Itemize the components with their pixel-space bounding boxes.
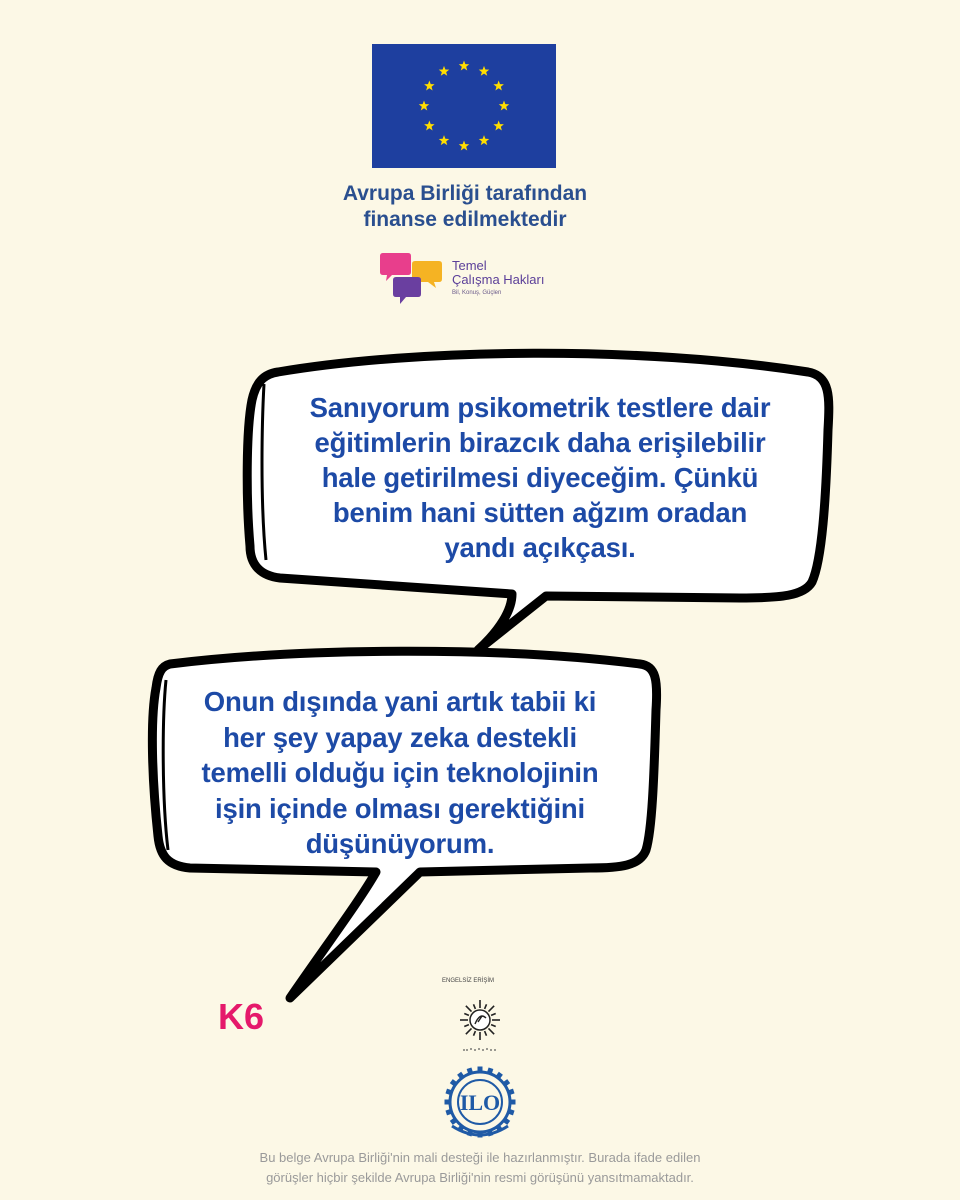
bubble1-line: eğitimlerin birazcık daha erişilebilir — [314, 427, 766, 458]
speech-bubble-1-text — [270, 390, 810, 565]
sun-ray-icon — [473, 1004, 475, 1009]
bubble2-line: her şey yapay zeka destekli — [223, 721, 577, 753]
disclaimer-line2: görüşler hiçbir şekilde Avrupa Birliği'nin resmi görüşünü yansıtmamaktadır. — [266, 1170, 694, 1185]
bubble2-line: düşünüyorum. — [305, 828, 495, 859]
sun-ray-icon — [488, 1006, 494, 1012]
ilo-logo-text: ILO — [459, 1090, 501, 1115]
bubble2-line: Onun dışında yani artık tabii ki — [203, 686, 597, 717]
sun-ray-icon — [491, 1013, 496, 1015]
speech-bubble-2-text — [160, 684, 640, 862]
disclaimer-line1: Bu belge Avrupa Birliği'nin mali desteği ile hazırlanmıştır. Burada ifade edilen — [259, 1150, 701, 1165]
sun-ray-icon — [473, 1031, 475, 1036]
bubble2-line: işin içinde olması gerektiğini — [215, 792, 585, 824]
speaker-label: K6 — [218, 996, 265, 1037]
bubble2-line: temelli olduğu için teknolojinin — [201, 757, 599, 788]
bubble1-line: yandı açıkçası. — [444, 532, 636, 563]
engelsiz-logo-text: ENGELSİZ ERİŞİM — [442, 978, 495, 984]
sun-ray-icon — [488, 1028, 494, 1034]
sun-ray-icon — [491, 1025, 496, 1027]
sun-ray-icon — [466, 1028, 472, 1034]
eu-funding-line1: Avrupa Birliği tarafından — [342, 182, 588, 205]
sun-ray-icon — [485, 1004, 487, 1009]
project-name-line1: Temel — [452, 258, 487, 273]
eu-funding-line2: finanse edilmektedir — [363, 208, 567, 231]
project-name-line2: Çalışma Hakları — [452, 272, 545, 287]
bubble1-line: hale getirilmesi diyeceğim. Çünkü — [321, 462, 759, 493]
ilo-logo — [432, 1064, 528, 1144]
sun-ray-icon — [485, 1031, 487, 1036]
engelsiz-erisim-logo — [442, 978, 518, 1058]
project-tagline: Bil, Konuş, Güçlen — [452, 290, 502, 296]
sun-ray-icon — [466, 1006, 472, 1012]
bubble1-line: benim hani sütten ağzım oradan — [332, 497, 748, 528]
sun-ray-icon — [464, 1025, 469, 1027]
bubble1-line: Sanıyorum psikometrik testlere dair — [309, 392, 771, 423]
sun-ray-icon — [464, 1013, 469, 1015]
